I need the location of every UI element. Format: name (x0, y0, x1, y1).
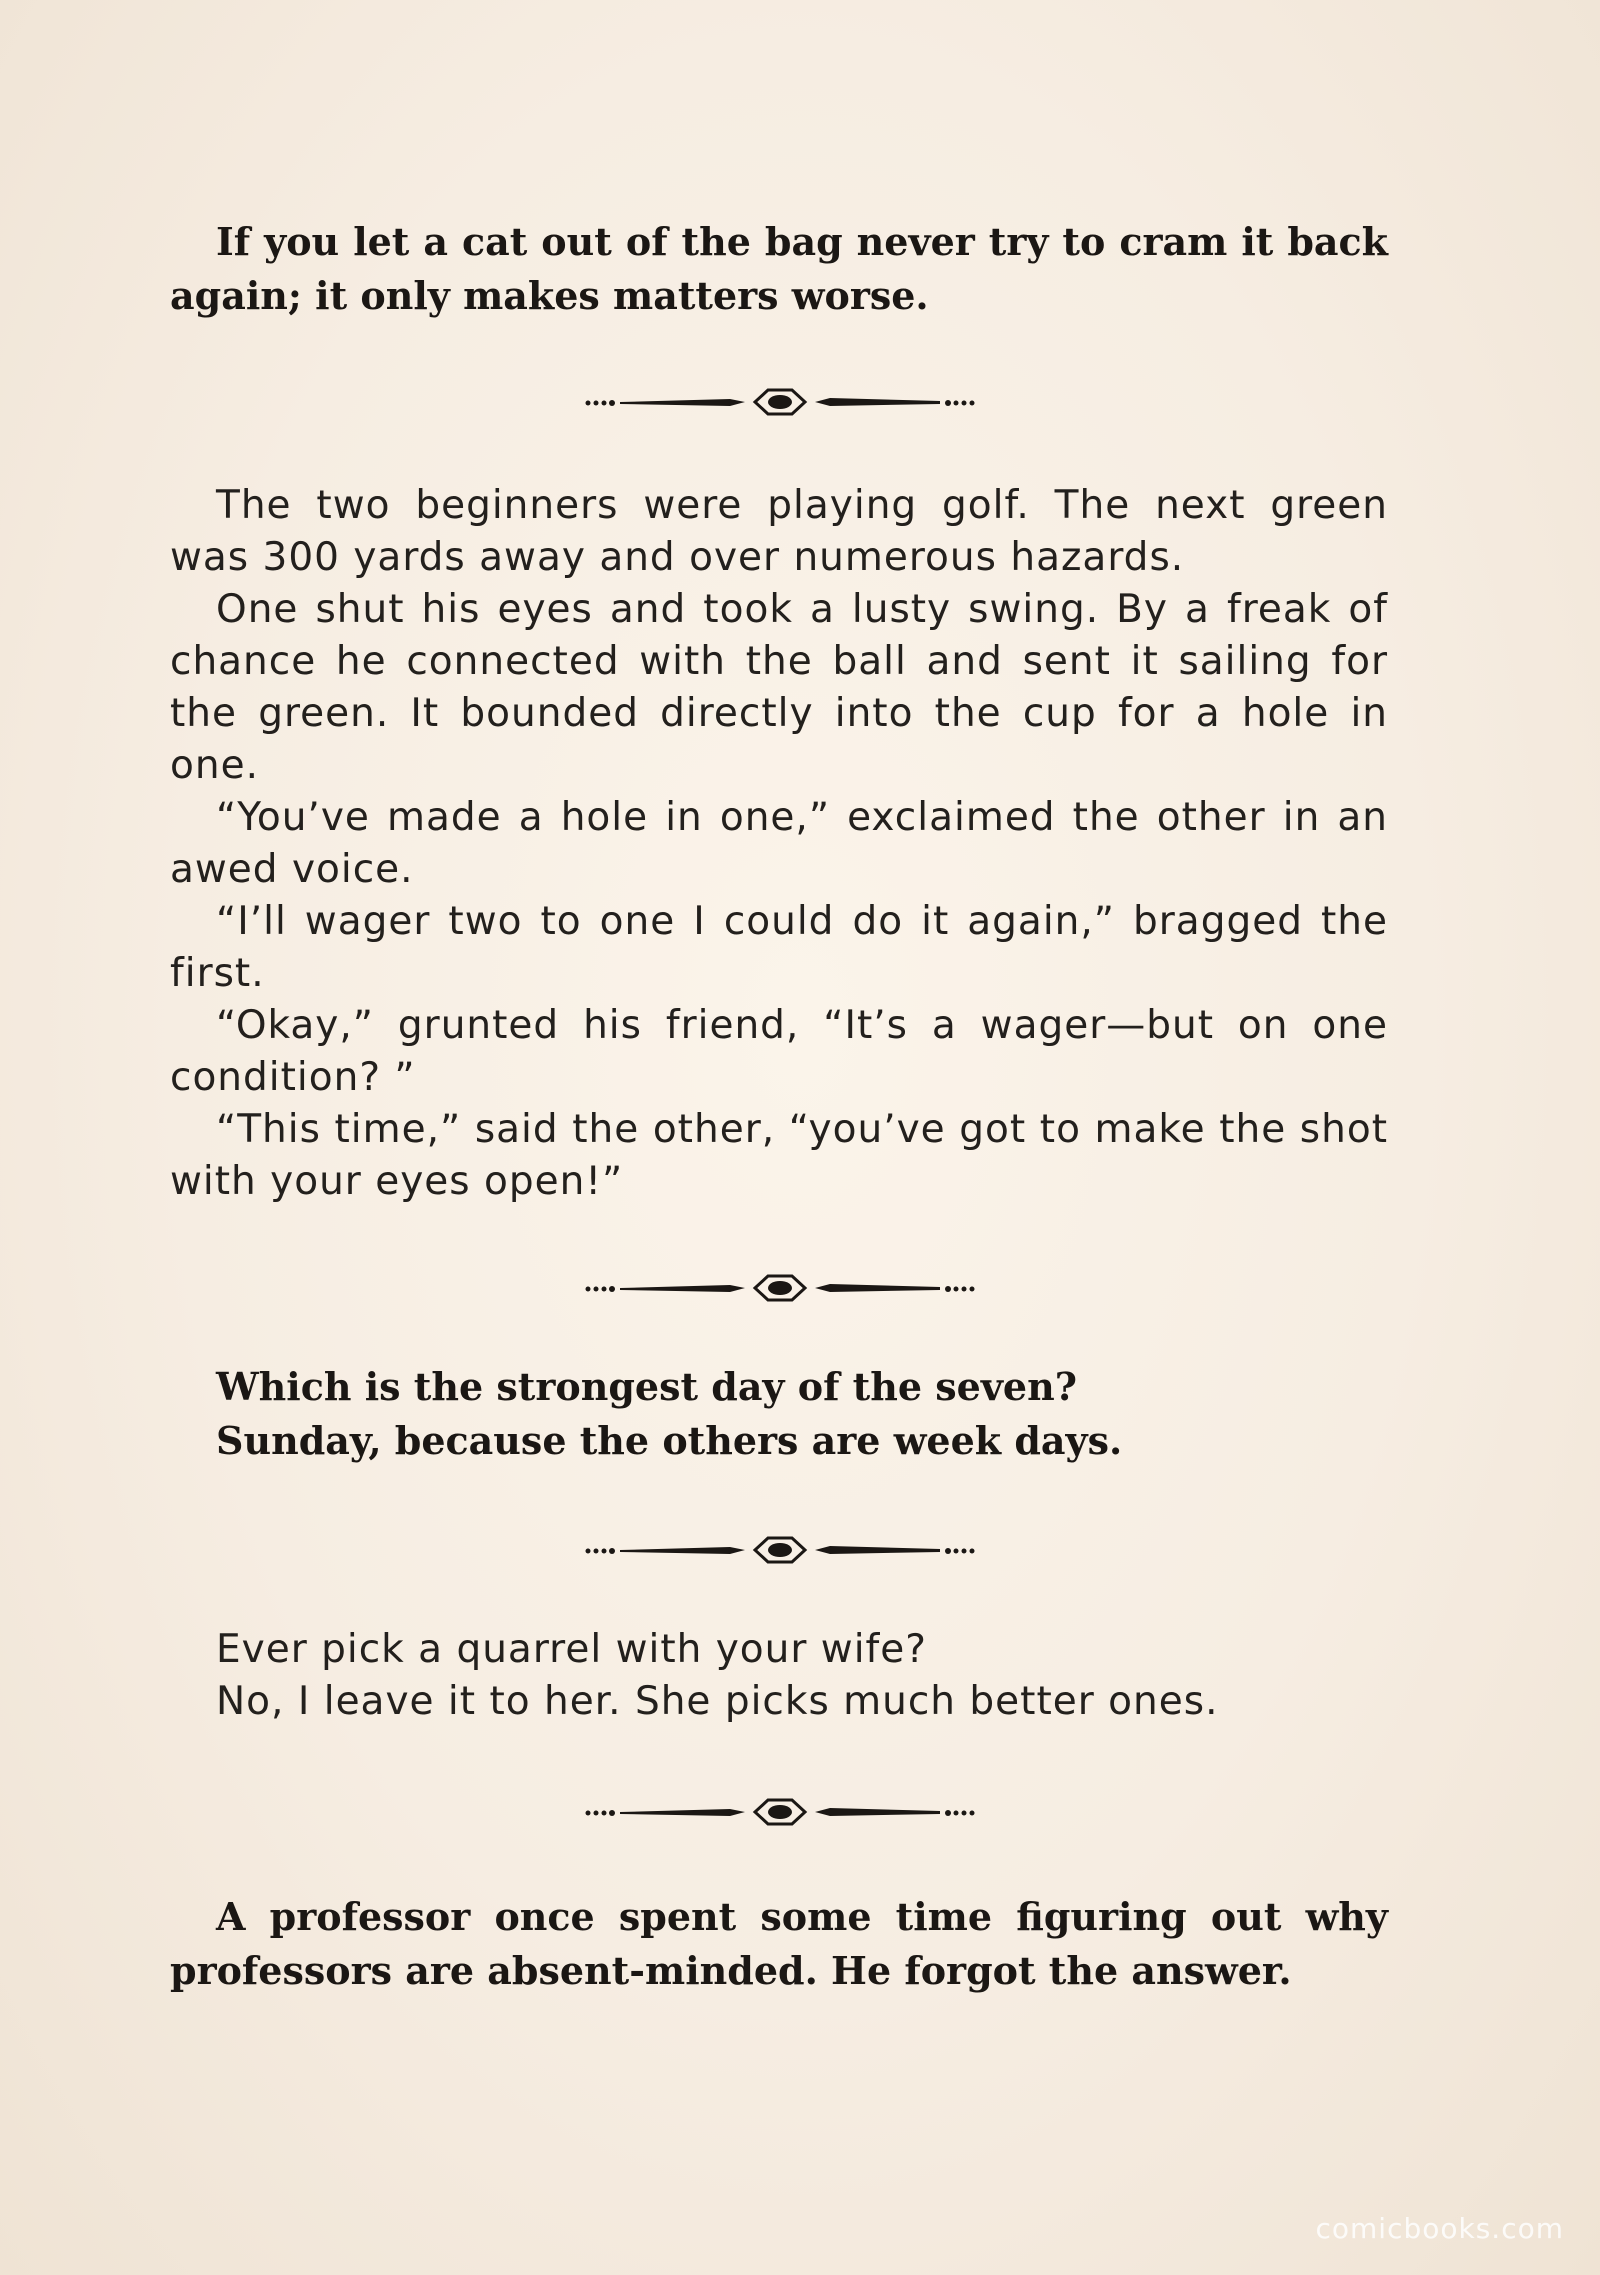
joke-professor: A professor once spent some time figuring out why professors are absent-minded. He forgot the answer. (170, 1894, 1388, 1993)
ornament-divider (580, 1530, 980, 1570)
strongest-day-question: Which is the strongest day of the seven? (216, 1364, 1077, 1409)
ornament-divider (580, 1792, 980, 1832)
golf-paragraph-1: The two beginners were playing golf. The next green was 300 yards away and over numerous hazards. (170, 483, 1388, 580)
ornament-divider (580, 1268, 980, 1308)
golf-paragraph-5: “Okay,” grunted his friend, “It’s a wager—but on one condition? ” (170, 1003, 1388, 1100)
strongest-day-answer: Sunday, because the others are week days. (216, 1418, 1123, 1463)
ornament-divider (580, 382, 980, 422)
joke-quarrel (170, 1624, 1388, 1728)
golf-paragraph-4: “I’ll wager two to one I could do it again,” bragged the first. (170, 899, 1388, 996)
golf-paragraph-2: One shut his eyes and took a lusty swing. By a freak of chance he connected with the ball and sent it sailing for the green. It bounded directly into the cup for a hole in one. (170, 587, 1388, 788)
joke-cat: If you let a cat out of the bag never try to cram it back again; it only makes matters worse. (170, 219, 1388, 318)
watermark: comicbooks.com (1315, 2212, 1564, 2245)
golf-paragraph-6: “This time,” said the other, “you’ve got to make the shot with your eyes open!” (170, 1107, 1388, 1204)
quarrel-answer: No, I leave it to her. She picks much better ones. (216, 1679, 1219, 1724)
golf-paragraph-3: “You’ve made a hole in one,” exclaimed the other in an awed voice. (170, 795, 1388, 892)
joke-strongest-day (170, 1360, 1388, 1468)
joke-golf (170, 480, 1388, 1208)
quarrel-question: Ever pick a quarrel with your wife? (216, 1627, 927, 1672)
